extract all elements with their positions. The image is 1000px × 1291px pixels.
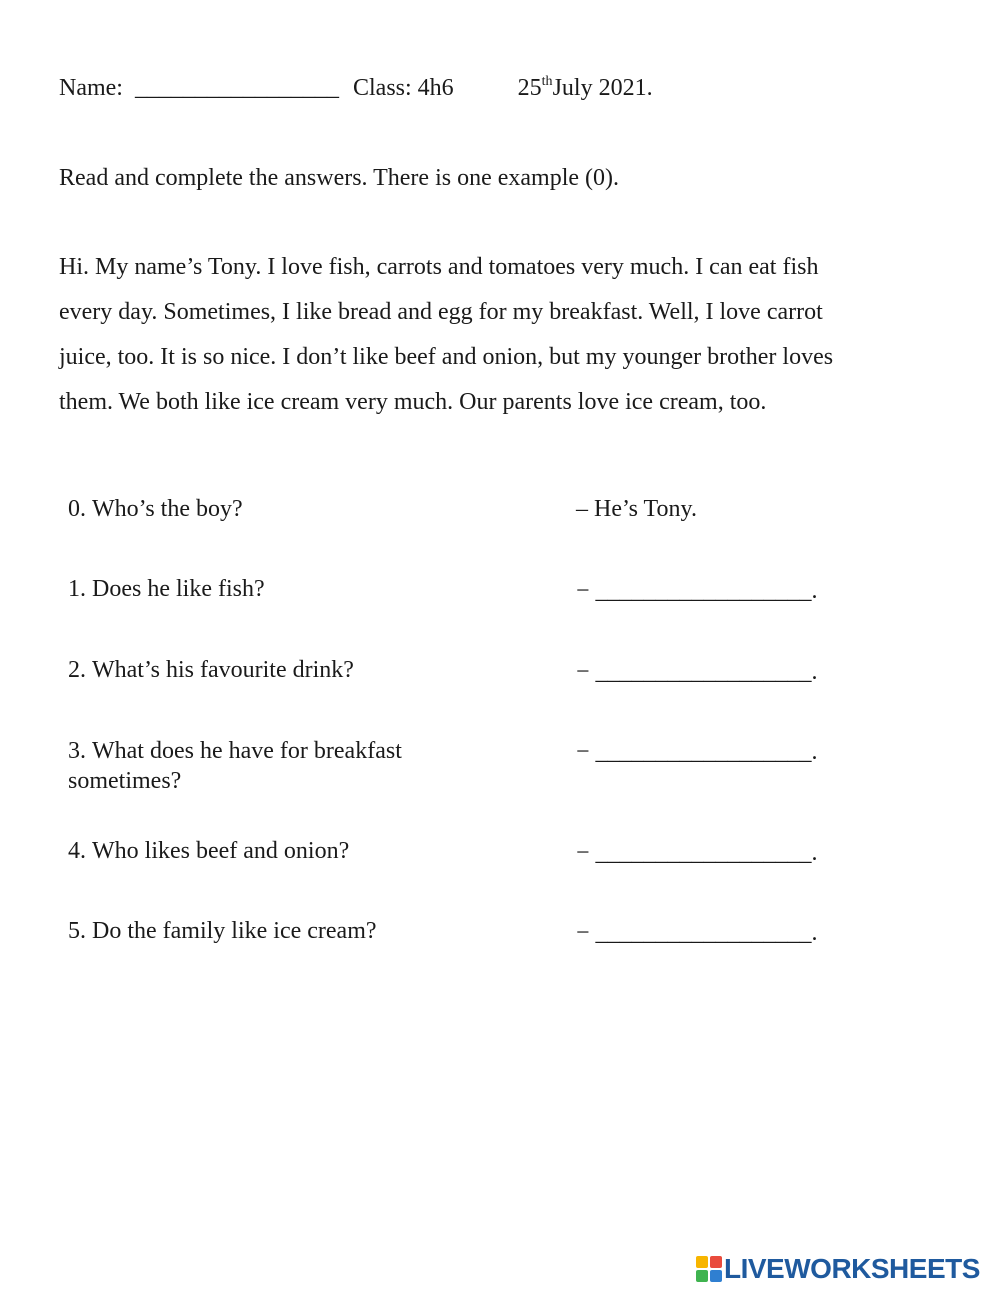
question-text: Who’s the boy? (92, 496, 243, 522)
question-text: Does he like fish? (92, 576, 265, 602)
logo-square (696, 1270, 708, 1282)
name-label: Name: (59, 75, 123, 101)
reading-passage (59, 250, 939, 430)
passage-line: them. We both like ice cream very much. Our parents love ice cream, too. (59, 389, 767, 415)
logo-square (696, 1256, 708, 1268)
question-number: 0. (68, 496, 86, 522)
liveworksheets-logo (696, 1252, 980, 1286)
question-0 (68, 494, 243, 524)
question-text: What’s his favourite drink? (92, 657, 354, 683)
question-5 (68, 916, 377, 946)
question-1 (68, 574, 265, 604)
answer-blank-1[interactable]: − __________________. (576, 578, 818, 604)
question-number: 1. (68, 576, 86, 602)
question-number: 3. (68, 738, 86, 764)
question-number: 4. (68, 838, 86, 864)
answer-0: – He’s Tony. (576, 496, 697, 522)
question-text: Do the family like ice cream? (92, 918, 377, 944)
date (518, 72, 653, 104)
question-number: 5. (68, 918, 86, 944)
passage-line: Hi. My name’s Tony. I love fish, carrots and tomatoes very much. I can eat fish (59, 254, 819, 280)
question-3 (68, 736, 468, 796)
header-line (59, 72, 653, 104)
question-4 (68, 836, 349, 866)
passage-line: juice, too. It is so nice. I don’t like beef and onion, but my younger brother loves (59, 344, 834, 370)
date-rest: July 2021. (552, 75, 653, 101)
date-day: 25 (517, 75, 542, 101)
liveworksheets-logo-icon (696, 1256, 722, 1282)
logo-square (710, 1270, 722, 1282)
question-text: Who likes beef and onion? (92, 838, 350, 864)
answer-blank-4[interactable]: − __________________. (576, 840, 818, 866)
logo-square (710, 1256, 722, 1268)
question-text: What does he have for breakfast sometimes? (68, 738, 402, 794)
question-number: 2. (68, 657, 86, 683)
instruction-text: Read and complete the answers. There is one example (0). (59, 165, 620, 191)
answer-blank-5[interactable]: − __________________. (576, 920, 818, 946)
passage-line: every day. Sometimes, I like bread and egg for my breakfast. Well, I love carrot (59, 299, 823, 325)
answer-blank-2[interactable]: − __________________. (576, 659, 818, 685)
question-2 (68, 655, 354, 685)
logo-text: LIVEWORKSHEETS (724, 1253, 980, 1284)
class-label: Class: 4h6 (352, 75, 454, 101)
name-blank: _________________ (134, 75, 339, 101)
date-suffix: th (541, 74, 553, 89)
answer-blank-3[interactable]: − __________________. (576, 739, 818, 765)
